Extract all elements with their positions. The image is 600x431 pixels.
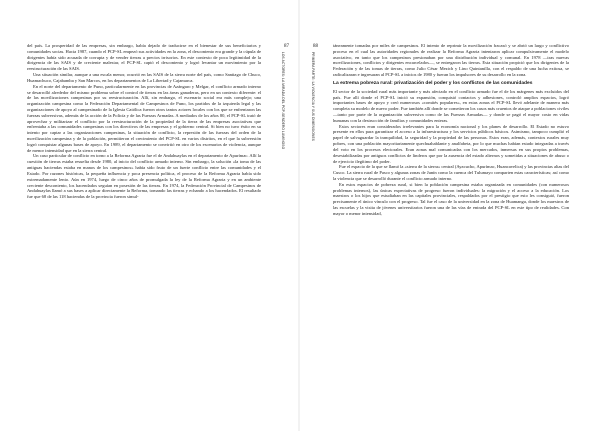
left-page-body [27,43,261,200]
right-page [300,0,600,431]
paragraph: Una situación similar, aunque a una escala menor, ocurrió en las SAIS de la sierra norte del país, como Santiago de Chuco, Huamachuco, Cajabamba y San Marcos, en los departamentos de La Libertad y Cajamarca. [27,72,261,83]
left-page [0,0,298,431]
paragraph: táneamente tomadas por miles de campesinos. El intento de reprimir la movilización fracasó y se abrió un largo y conflictivo proceso en el cual las autoridades regionales de realizar la Reforma Agraria intentaron aplicar compulsivamente el modelo asociativo, en tanto que los campesinos presionaban por una distribución individual y comunal. En 1978 —tras nuevas movilizaciones, conflictos y dirigentes encarcelados—, se entregaron las tierras. Esta situación propició que los dirigentes de la Federación y de las tomas de tierras, como Julio César Mezich y Lino Quintanilla, con el respaldo de una lucha exitosa, se radicalizaran e ingresaran al PCP-SL a inicios de 1980 y fueran los impulsores de su desarrollo en la zona. [333,43,569,78]
paragraph: El sector de la sociedad rural más importante y más afectado en el conflicto armado fue el de los márgenes más excluidos del país. Fue allí donde el PCP-SL inició su expansión, conquistó contactos y adhesiones, controló amplios espacios, logró importantes bases de apoyo y creó numerosos «comités populares», en estas zonas el PCP-SL llevó adelante de manera más completa su modelo de nuevo poder. Fue también allí donde se cometieron los casos más cruentos de ataque a poblaciones civiles —tanto por parte de la organización subversiva como de las Fuerzas Armadas— y donde se pagó el mayor costo en vidas humanas con la destrucción de familias y comunidades enteras. [333,88,569,123]
paragraph: En estos espacios de pobreza rural, si bien la población campesina estaba organizada en comunidades (con numerosos problemas internos), las únicas expectativas de progreso fueron individuales: la migración y el acceso a la educación. Los maestros o los hijos que estudiaban en las capitales provinciales, respaldados por el prestigio que esto les consiguió, fueron precisamente el único vínculo con el progreso. Tal fue el caso de la universidad en la zona de Huamanga, donde los maestros de las escuelas y la visita de jóvenes universitarios fueron una de las vías de entrada del PCP-SL en este tipo de realidades. Con mayor o menor intensidad, [333,181,569,216]
page-number: 88 [313,44,318,49]
paragraph: Estos sectores eran considerados irrelevantes para la economía nacional y los planes de desarrollo. El Estado no estuvo presente en ellos para garantizar el acceso a la infraestructura y los servicios públicos básicos. Asimismo, tampoco cumplió el papel de salvaguardar la tranquilidad, la seguridad y la propiedad de las personas. Estos eran, además, contextos rurales muy pobres, con una población mayoritariamente quechuahablante y analfabeta, por lo que muchas habían estado integradas a través del voto en los procesos electorales. Eran zonas mal comunicadas con los mercados, inmersas en sus propios problemas, desestabilizadas por antiguos conflictos de linderos que por la ausencia del estado alternos y sometidas a situaciones de abuso o de ejercicio ilegítimo del poder. [333,123,569,164]
right-page-body [333,43,569,217]
page-number: 87 [284,44,289,49]
paragraph: Un caso particular de conflicto en torno a la Reforma Agraria fue el de Andahuaylas en el departamento de Apurímac. Allí la cuestión de tierras estaba resuelta desde 1980, al inicio del conflicto armado interno. Sin embargo, la solución «la toma de las antiguas haciendas estaba en manos de los campesinos» había sido fruto de un fuerte conflicto entre las comunidades y el Estado. Por razones históricas, la pequeña influencia y poca presencia política, el proceso de la Reforma Agraria había sido extremadamente lento. Aún en 1974, luego de cinco años de promulgada la ley de la Reforma Agraria y en un ambiente creciente descontento, los hacendados seguían en posesión de las tierras. En 1974, la Federación Provincial de Campesinos de Andahuaylas llamó a sus bases a aplicar directamente la Reforma, tomando las tierras y echando a los hacendados. El resultado fue que 68 de las 118 haciendas de la provincia fueron simul- [27,153,261,200]
section-heading: La extrema pobreza rural: privatización del poder y los conflictos de las comunidades [333,80,533,86]
paragraph: del país. La prosperidad de las empresas, sin embargo, había dejado de traducirse en el bienestar de sus beneficiarios y comunidades socias. Hacia 1987, cuando el PCP-SL empezó sus actividades en la zona, el descontento era grande y la cúpula de dirigentes había sido acusada de corrupta y de vender tierras a precios irrisorios. En este contexto de poca legitimidad de la dirigencia de las SAIS y de creciente malestar, el PCP-SL captó el descontento y logró levantar un movimiento por la reestructuración de las SAIS. [27,43,261,72]
running-head: LOS ACTORES: LA MIRADA DEL PCP-SENDERO LUMINOSO [281,52,285,150]
running-head: PRIMERA PARTE: LA VIOLENCIA Y SUS DIMENSIONES [311,52,315,142]
paragraph: En el norte del departamento de Puno, particularmente en las provincias de Azángaro y Melgar, el conflicto armado interno se desarrolló alrededor del mismo problema sobre el control de tierras en las áreas ganaderas, pero en un contexto diferente: el de las movilizaciones campesinas por su reestructuración. Allí, sin embargo, el escenario social era más complejo; una organización campesina como la Federación Departamental de Campesinos de Puno, los partidos de la izquierda legal y las organizaciones de apoyo al campesinado de la Iglesia Católica fueron otros tantos actores locales con los que se enfrentaron las fuerzas subversivas, además de la acción de la Policía y de las Fuerzas Armadas. A mediados de los años 80, el PCP-SL trató de aprovechar y militarizar el conflicto por la reestructuración de la propiedad de la tierra de las empresas asociativas que enfrentaba a las comunidades campesinas con los directivos de las empresas y el gobierno central. Si bien no tuvo éxito en su intento por captar a las organizaciones campesinas, la situación de conflicto, la represión de las fuerzas del orden de la movilización campesina y de la población, permitieron el crecimiento del PCP-SL en varios distritos, en el que la subversión logró conquistar algunas bases de apoyo. En 1989, el departamento se convirtió en otro de los escenarios de violencia, aunque de menor intensidad que en la sierra central. [27,83,261,153]
paragraph: Fue el espacio de la que se llamó la «sierra de la sierra» central (Ayacucho, Apurímac, Huancavelica) y las provincias altas del Cusco. La sierra rural de Pasco y algunas zonas de Junín como la cuenca del Tulumayo comparten estas características; así como la violencia que se desarrolló durante el conflicto armado interno. [333,164,569,181]
